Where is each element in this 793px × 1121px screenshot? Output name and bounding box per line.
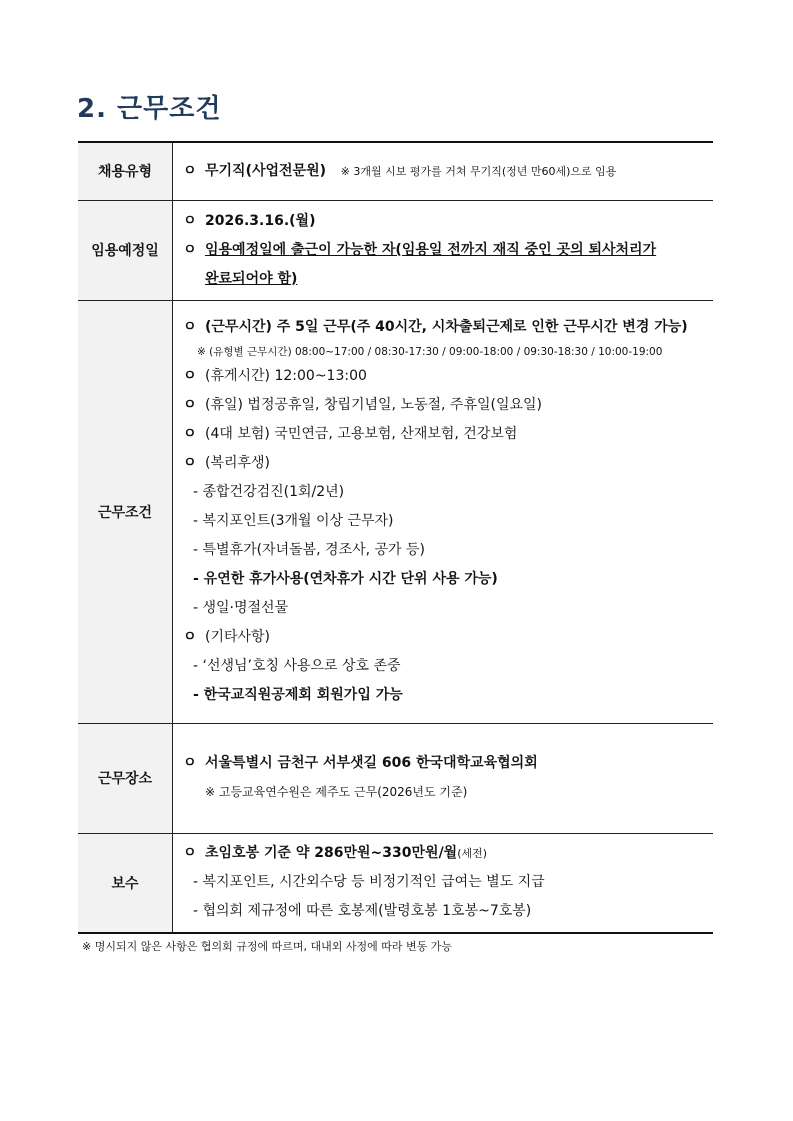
bullet-icon: ㅇ [183, 845, 197, 862]
welfare-item: - 복지포인트(3개월 이상 근무자) [193, 513, 394, 529]
break-time: (휴게시간) 12:00~13:00 [205, 368, 367, 384]
bullet-icon: ㅇ [183, 629, 197, 645]
bullet-icon: ㅇ [183, 368, 197, 384]
bullet-icon: ㅇ [183, 212, 197, 229]
welfare-heading: (복리후생) [205, 455, 271, 471]
work-hours-note: ※ (유형별 근무시간) 08:00~17:00 / 08:30-17:30 / 09:00-18:00 / 09:30-18:30 / 10:00-19:00 [197, 346, 663, 358]
bullet-icon: ㅇ [183, 426, 197, 442]
bullet-icon: ㅇ [183, 162, 197, 179]
bullet-icon: ㅇ [183, 319, 197, 335]
bullet-icon: ㅇ [183, 397, 197, 413]
label-start-date: 임용예정일 [78, 200, 173, 300]
start-date-value: 2026.3.16.(월) [205, 212, 316, 229]
salary-item: - 협의회 제규정에 따른 호봉제(발령호봉 1호봉~7호봉) [193, 903, 532, 920]
employment-type-note: ※ 3개월 시보 평가를 거쳐 무기직(정년 만60세)으로 임용 [340, 164, 617, 178]
workplace-address: 서울특별시 금천구 서부샛길 606 한국대학교육협의회 [205, 755, 538, 771]
holidays: (휴일) 법정공휴일, 창립기념일, 노동절, 주휴일(일요일) [205, 397, 543, 413]
welfare-item: - 종합건강검진(1회/2년) [193, 484, 345, 500]
workplace-note: ※ 고등교육연수원은 제주도 근무(2026년도 기준) [205, 785, 468, 799]
work-hours: (근무시간) 주 5일 근무(주 40시간, 시차출퇴근제로 인한 근무시간 변경 가능) [205, 319, 688, 335]
label-workplace: 근무장소 [78, 723, 173, 833]
row-salary [78, 833, 713, 933]
page-title: 2. 근무조건 [77, 94, 222, 124]
etc-heading: (기타사항) [205, 629, 271, 645]
welfare-item: - 특별휴가(자녀돌봄, 경조사, 공가 등) [193, 542, 426, 558]
start-date-condition: 임용예정일에 출근이 가능한 자(임용일 전까지 재직 중인 곳의 퇴사처리가 [205, 241, 657, 258]
row-start-date [78, 200, 713, 300]
bullet-icon: ㅇ [183, 241, 197, 258]
label-employment-type: 채용유형 [78, 142, 173, 200]
salary-main: 초임호봉 기준 약 286만원~330만원/월 [205, 845, 458, 862]
employment-type-value: 무기직(사업전문원) [205, 162, 326, 179]
salary-item: - 복지포인트, 시간외수당 등 비정기적인 급여는 별도 지급 [193, 874, 545, 891]
footer-note: ※ 명시되지 않은 사항은 협의회 규정에 따르며, 대내외 사정에 따라 변동 가능 [82, 940, 452, 953]
conditions-table [78, 141, 713, 934]
label-work-conditions: 근무조건 [78, 300, 173, 723]
row-workplace [78, 723, 713, 833]
salary-suffix: (세전) [457, 847, 488, 861]
bullet-icon: ㅇ [183, 755, 197, 771]
insurance: (4대 보험) 국민연금, 고용보험, 산재보험, 건강보험 [205, 426, 518, 442]
row-employment-type [78, 142, 713, 200]
welfare-item: - 생일·명절선물 [193, 600, 289, 616]
etc-item: - 한국교직원공제회 회원가입 가능 [193, 687, 403, 703]
start-date-condition-cont: 완료되어야 함) [205, 270, 298, 287]
label-salary: 보수 [78, 833, 173, 933]
welfare-item: - 유연한 휴가사용(연차휴가 시간 단위 사용 가능) [193, 571, 498, 587]
etc-item: - ‘선생님’호칭 사용으로 상호 존중 [193, 658, 401, 674]
row-work-conditions [78, 300, 713, 723]
bullet-icon: ㅇ [183, 455, 197, 471]
